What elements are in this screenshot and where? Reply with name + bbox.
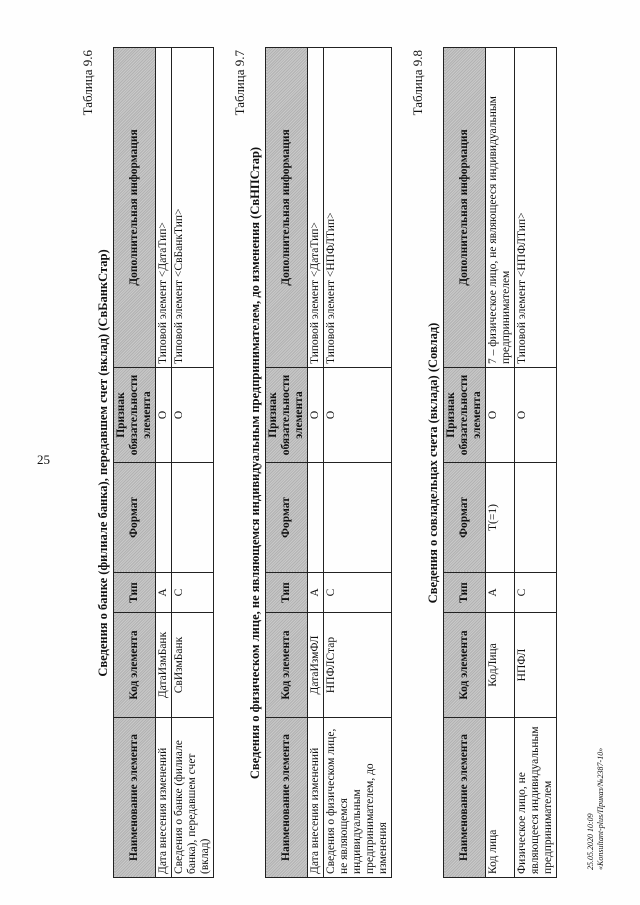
header-name: Наименование элемента [114, 718, 156, 878]
cell-info: Типовой элемент <НПФЛТип> [324, 48, 392, 368]
table-row [515, 48, 557, 878]
stamp-line-1: 25.05.2020 10:09 [586, 813, 595, 870]
cell-code: СвИзмБанк [172, 613, 214, 718]
header-format: Формат [444, 463, 486, 573]
cell-name: Код лица [486, 718, 515, 878]
header-type: Тип [444, 573, 486, 613]
header-name: Наименование элемента [266, 718, 308, 878]
cell-required: О [308, 368, 324, 463]
cell-name: Дата внесения изменений [156, 718, 172, 878]
page-number: 25 [37, 452, 50, 467]
table-header-row [266, 48, 308, 878]
table-9-7-block [232, 48, 392, 878]
table-header-row [444, 48, 486, 878]
cell-required: О [515, 368, 557, 463]
cell-required: О [324, 368, 392, 463]
table-9-6-block [80, 48, 214, 878]
table-number: Таблица 9.6 [80, 50, 95, 116]
header-name: Наименование элемента [444, 718, 486, 878]
cell-name: Физическое лицо, не являющееся индивидуальным предпринимателем [515, 718, 557, 878]
rotated-content [60, 48, 557, 878]
table-9-7 [265, 47, 392, 878]
table-9-6 [113, 47, 214, 878]
cell-name: Дата внесения изменений [308, 718, 324, 878]
cell-info: 7 – физическое лицо, не являющееся индивидуальным предпринимателем [486, 48, 515, 368]
cell-code: НПФЛ [515, 613, 557, 718]
table-row [308, 48, 324, 878]
table-row [324, 48, 392, 878]
table-9-8-block [410, 48, 557, 878]
cell-required: О [156, 368, 172, 463]
stamp-line-2: «Konsultant-plus/Приказ/№2387-10» [596, 747, 605, 870]
cell-format [515, 463, 557, 573]
header-format: Формат [266, 463, 308, 573]
cell-type: С [515, 573, 557, 613]
header-code: Код элемента [444, 613, 486, 718]
header-required: Признак обязательности элемента [114, 368, 156, 463]
header-info: Дополнительная информация [114, 48, 156, 368]
cell-name: Сведения о банке (филиале банка), передавшем счет (вклад) [172, 718, 214, 878]
table-row [172, 48, 214, 878]
header-format: Формат [114, 463, 156, 573]
header-code: Код элемента [114, 613, 156, 718]
cell-code: ДатаИзмФЛ [308, 613, 324, 718]
cell-type: С [172, 573, 214, 613]
cell-info: Типовой элемент <ДатаТип> [156, 48, 172, 368]
cell-type: А [308, 573, 324, 613]
table-row [156, 48, 172, 878]
header-type: Тип [114, 573, 156, 613]
table-number: Таблица 9.8 [410, 50, 425, 116]
table-title: Сведения о физическом лице, не являющемся индивидуальным предпринимателем, до изменения (СвНПСтар) [248, 146, 262, 780]
header-code: Код элемента [266, 613, 308, 718]
table-title: Сведения о банке (филиале банка), передавшем счет (вклад) (СвБанкСтар) [96, 249, 110, 677]
header-required: Признак обязательности элемента [266, 368, 308, 463]
cell-format [156, 463, 172, 573]
cell-required: О [486, 368, 515, 463]
cell-name: Сведения о физическом лице, не являющемся индивидуальным предпринимателем, до изменения [324, 718, 392, 878]
table-title: Сведения о совладельцах счета (вклада) (Совлад) [426, 322, 440, 604]
header-type: Тип [266, 573, 308, 613]
header-info: Дополнительная информация [266, 48, 308, 368]
cell-info: Типовой элемент <СвБанкТип> [172, 48, 214, 368]
cell-format: Т(=1) [486, 463, 515, 573]
table-row [486, 48, 515, 878]
header-required: Признак обязательности элемента [444, 368, 486, 463]
cell-info: Типовой элемент <НПФЛТип> [515, 48, 557, 368]
cell-format [308, 463, 324, 573]
cell-format [324, 463, 392, 573]
header-info: Дополнительная информация [444, 48, 486, 368]
table-9-8 [443, 47, 557, 878]
cell-type: А [156, 573, 172, 613]
cell-code: НПФЛСтар [324, 613, 392, 718]
cell-type: С [324, 573, 392, 613]
table-number: Таблица 9.7 [232, 50, 247, 116]
cell-required: О [172, 368, 214, 463]
cell-code: ДатаИзмБанк [156, 613, 172, 718]
cell-format [172, 463, 214, 573]
cell-info: Типовой элемент <ДатаТип> [308, 48, 324, 368]
cell-code: КодЛица [486, 613, 515, 718]
cell-type: А [486, 573, 515, 613]
table-header-row [114, 48, 156, 878]
